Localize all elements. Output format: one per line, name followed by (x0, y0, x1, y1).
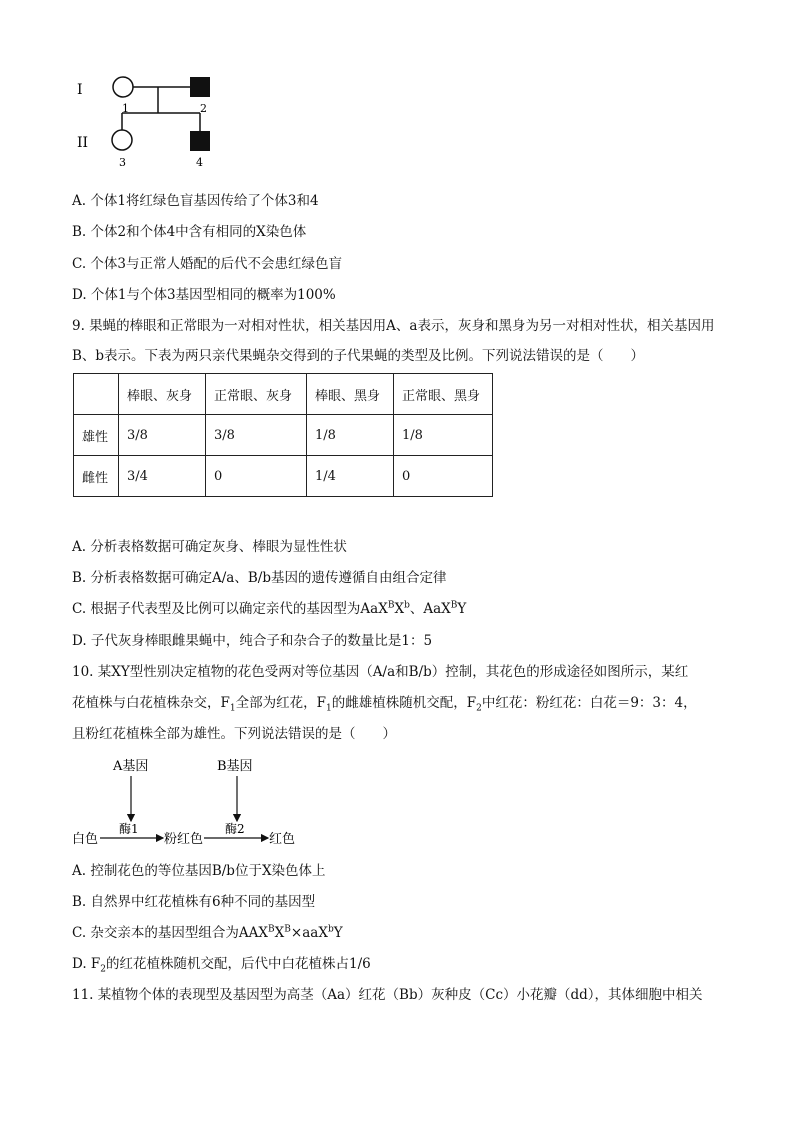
pink-label: 粉红色 (164, 832, 204, 847)
q10-option-a: A. 控制花色的等位基因B/b位于X染色体上 (72, 863, 326, 879)
individual-3-female-unaffected (112, 130, 132, 150)
table-header-row (74, 374, 493, 415)
individual-1-female-unaffected (113, 77, 133, 97)
generation-label-1: I (77, 82, 83, 98)
generation-label-2: II (77, 135, 89, 151)
table-cell: 1/4 (307, 456, 394, 497)
q8-option-d: D. 个体1与个体3基因型相同的概率为100% (72, 287, 336, 303)
individual-label-1: 1 (122, 102, 129, 115)
individual-2-male-affected (190, 77, 210, 97)
q10-stem-line-3: 且粉红花植株全部为雄性。下列说法错误的是（ ） (72, 726, 396, 742)
table-cell: 雄性 (74, 415, 119, 456)
table-cell: 1/8 (307, 415, 394, 456)
q9-option-d: D. 子代灰身棒眼雌果蝇中，纯合子和杂合子的数量比是1：5 (72, 633, 433, 649)
table-cell: 0 (394, 456, 493, 497)
q10-stem-line-2: 花植株与白花植株杂交，$F_1$全部为红花，$F_1$的雌雄植株随机交配，$F_2$中红花：粉红花：白花＝9：3：4， (72, 695, 697, 714)
table-row (74, 415, 493, 456)
q9-option-b: B. 分析表格数据可确定A/a、B/b基因的遗传遵循自由组合定律 (72, 570, 447, 586)
table-row (74, 456, 493, 497)
q10-option-d: D. $F_2$的红花植株随机交配，后代中白花植株占1/6 (72, 956, 371, 975)
q8-option-c: C. 个体3与正常人婚配的后代不会患红绿色盲 (72, 256, 343, 272)
q11-stem-line-1: 11. 某植物个体的表现型及基因型为高茎（Aa）红花（Bb）灰种皮（Cc）小花瓣（dd），其体细胞中相关 (72, 987, 703, 1003)
table-cell: 1/8 (394, 415, 493, 456)
table-cell: 3/4 (119, 456, 206, 497)
table-cell: 0 (206, 456, 307, 497)
enzyme-2-label: 酶2 (225, 822, 245, 836)
table-header-cell: 棒眼、灰身 (119, 374, 206, 415)
table-header-cell: 正常眼、黑身 (394, 374, 493, 415)
table-cell: 3/8 (206, 415, 307, 456)
q9-data-table (73, 373, 493, 497)
gene-a-label: A基因 (113, 759, 149, 774)
table-cell: 雌性 (74, 456, 119, 497)
q8-option-b: B. 个体2和个体4中含有相同的X染色体 (72, 224, 307, 240)
q9-option-a: A. 分析表格数据可确定灰身、棒眼为显性性状 (72, 539, 347, 555)
individual-label-4: 4 (196, 156, 203, 169)
flower-color-pathway-diagram (70, 755, 310, 851)
individual-4-male-affected (190, 131, 210, 151)
table-header-cell: 正常眼、灰身 (206, 374, 307, 415)
q9-option-c: C. 根据子代表型及比例可以确定亲代的基因型为$AaX^BX^b$、AaX$^B$Y (72, 600, 467, 617)
q10-stem-line-1: 10. 某XY型性别决定植物的花色受两对等位基因（A/a和B/b）控制，其花色的形成途径如图所示，某红 (72, 664, 689, 680)
q10-option-c: C. 杂交亲本的基因型组合为$AAX^BX^B\times aaX^bY$ (72, 924, 343, 941)
white-label: 白色 (72, 832, 99, 847)
individual-label-2: 2 (200, 102, 207, 115)
table-cell: 3/8 (119, 415, 206, 456)
individual-label-3: 3 (119, 156, 126, 169)
table-header-cell (74, 374, 119, 415)
table-header-cell: 棒眼、黑身 (307, 374, 394, 415)
q10-option-b: B. 自然界中红花植株有6种不同的基因型 (72, 894, 316, 910)
q9-stem: 9. 果蝇的棒眼和正常眼为一对相对性状，相关基因用A、a表示，灰身和黑身为另一对相对性状，相关基因用B、b表示。下表为两只亲代果蝇杂交得到的子代果蝇的类型及比例。下列说法错误的是（ ） (72, 318, 715, 364)
pedigree-chart (70, 68, 230, 172)
enzyme-1-label: 酶1 (119, 822, 139, 836)
q8-option-a: A. 个体1将红绿色盲基因传给了个体3和4 (72, 193, 319, 209)
gene-b-label: B基因 (217, 759, 253, 774)
red-label: 红色 (269, 832, 296, 847)
